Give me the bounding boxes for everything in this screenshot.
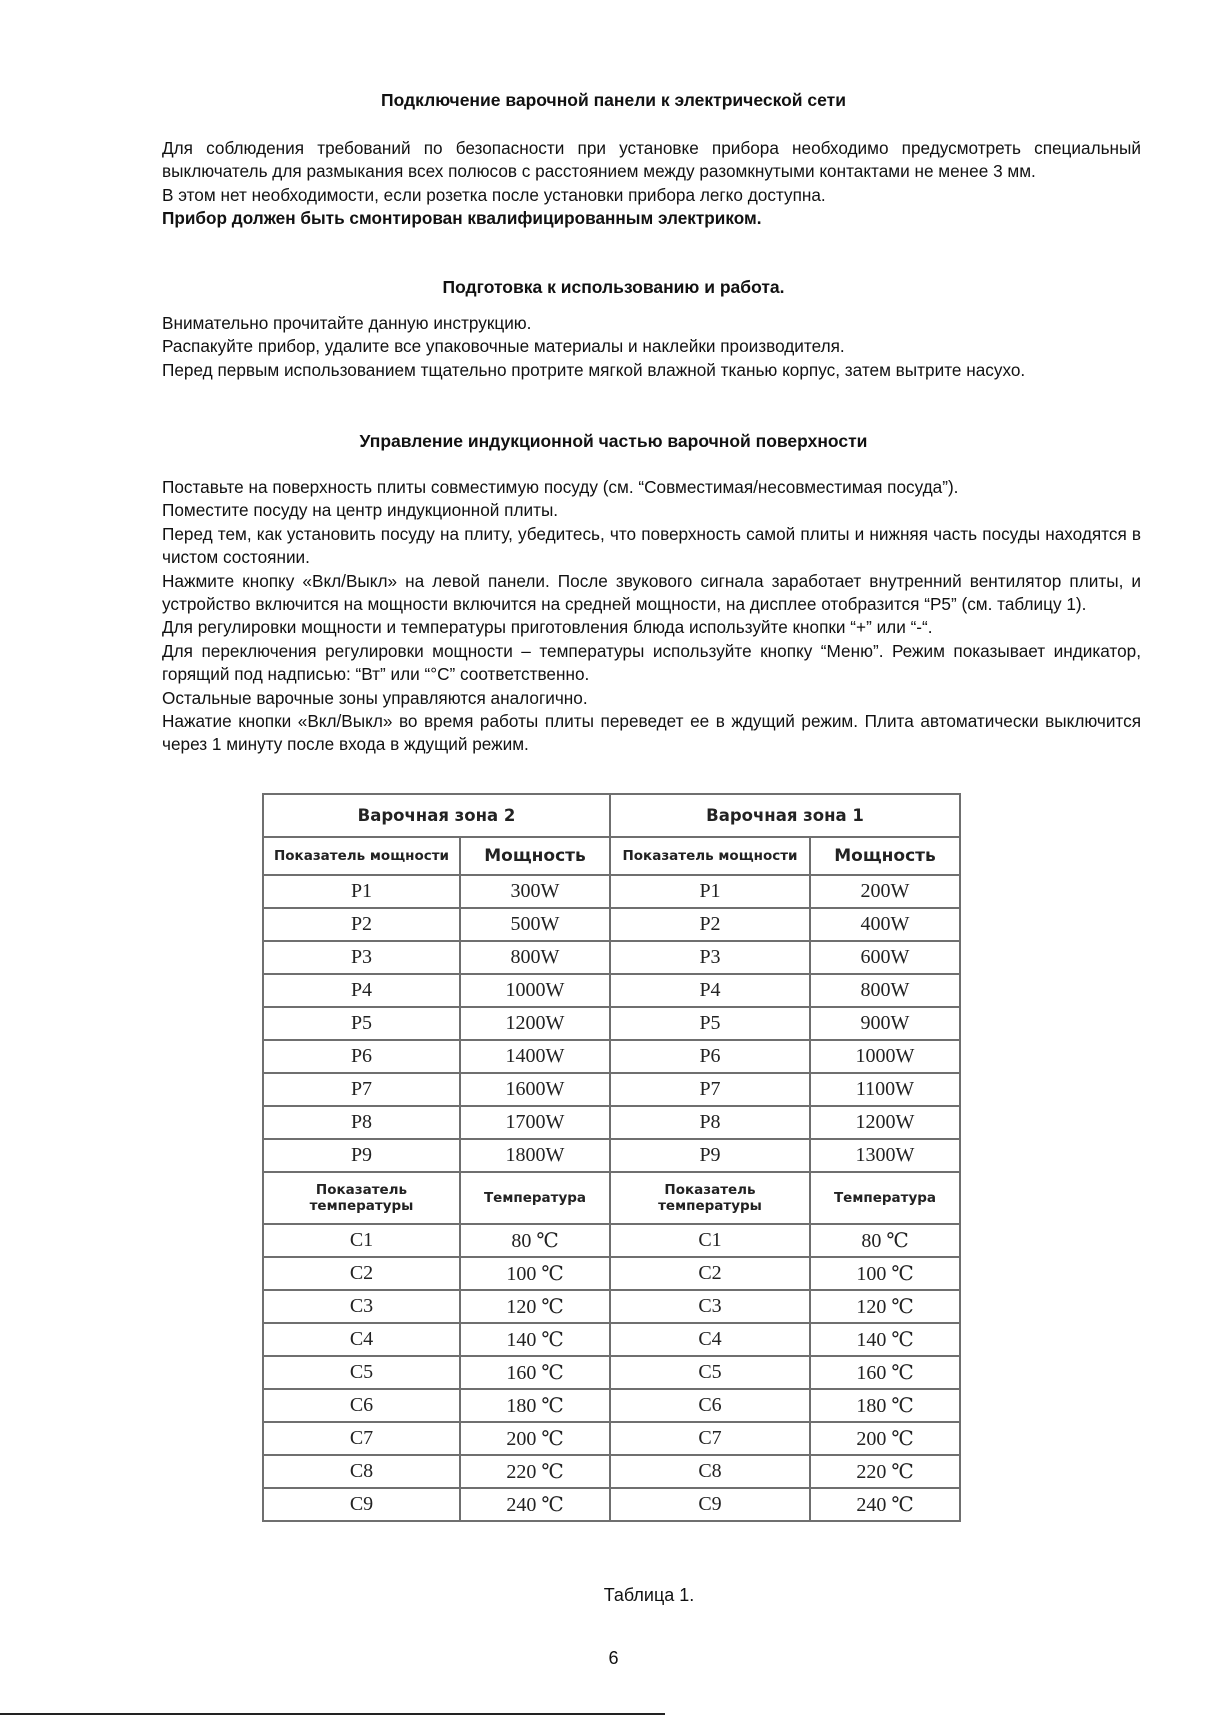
section-heading-preparation: Подготовка к использованию и работа. [442,277,785,297]
table-cell: 120 ℃ [460,1290,610,1323]
table-cell: C4 [263,1323,460,1356]
power-temperature-table [262,793,961,1522]
power-row [263,908,960,941]
list-item [126,616,1141,639]
temperature-header: Температура [810,1172,960,1224]
table-cell: 120 ℃ [810,1290,960,1323]
list-item-text: Перед первым использованием тщательно протрите мягкой влажной тканью корпус, затем вытрите насухо. [162,359,1026,380]
power-row [263,875,960,908]
bullet-icon [126,499,162,522]
table-cell: 800W [810,974,960,1007]
bullet-icon [126,137,162,184]
table-cell: 1600W [460,1073,610,1106]
list-item-text: Внимательно прочитайте данную инструкцию. [162,313,532,333]
table-cell: 1100W [810,1073,960,1106]
list-item [126,137,1141,184]
table-cell: C8 [263,1455,460,1488]
list-item [126,640,1141,687]
preparation-list [126,312,1141,382]
table-power-header-row [263,837,960,875]
bullet-icon [126,640,162,687]
connection-list [126,137,1141,231]
temperature-row [263,1389,960,1422]
list-item-text [162,184,1141,231]
power-row [263,1007,960,1040]
temperature-row [263,1356,960,1389]
table-cell: C3 [263,1290,460,1323]
temperature-row [263,1455,960,1488]
table-cell: 1300W [810,1139,960,1172]
power-indicator-header: Показатель мощности [263,837,460,875]
table-cell: P8 [263,1106,460,1139]
table-cell: P3 [610,941,810,974]
table-cell: 200 ℃ [460,1422,610,1455]
list-item-text: Перед тем, как установить посуду на плиту, убедитесь, что поверхность самой плиты и нижняя часть посуды находятся в чистом состоянии. [162,523,1141,568]
temperature-row [263,1323,960,1356]
table-cell: 1000W [460,974,610,1007]
section-heading-connection: Подключение варочной панели к электрической сети [381,90,846,110]
table-cell: C5 [263,1356,460,1389]
table-cell: C1 [610,1224,810,1257]
zone-2-header: Варочная зона 2 [263,794,610,837]
bullet-icon [126,359,162,382]
table-cell: P6 [263,1040,460,1073]
table-cell: 1200W [460,1007,610,1040]
table-cell: 240 ℃ [810,1488,960,1521]
table-cell: 180 ℃ [460,1389,610,1422]
temperature-row [263,1290,960,1323]
table-cell: 100 ℃ [460,1257,610,1290]
temperature-header: Температура [460,1172,610,1224]
list-item-text: Для переключения регулировки мощности – температуры используйте кнопку “Меню”. Режим показывает индикатор, горящий под надписью: “Вт” или “°C” соответственно. [162,640,1141,685]
table-cell: 1200W [810,1106,960,1139]
bullet-icon [126,710,162,757]
table-caption: Таблица 1. [603,1585,695,1605]
list-item [126,359,1141,382]
table-cell: 900W [810,1007,960,1040]
table-cell: P1 [610,875,810,908]
bullet-icon [126,184,162,231]
footer-divider [0,1713,665,1715]
table-cell: P9 [610,1139,810,1172]
table-cell: C2 [610,1257,810,1290]
table-cell: C9 [610,1488,810,1521]
zone-1-header: Варочная зона 1 [610,794,960,837]
list-item [126,335,1141,358]
table-cell: P3 [263,941,460,974]
power-indicator-header: Показатель мощности [610,837,810,875]
list-item [126,570,1141,617]
table-cell: P2 [610,908,810,941]
table-cell: C5 [610,1356,810,1389]
temp-indicator-header: Показатель температуры [263,1172,460,1224]
table-cell: P7 [263,1073,460,1106]
list-item [126,687,1141,710]
page-number: 6 [608,1648,619,1668]
table-cell: 220 ℃ [460,1455,610,1488]
table-cell: 1800W [460,1139,610,1172]
table-cell: C6 [263,1389,460,1422]
table-cell: C4 [610,1323,810,1356]
bullet-icon [126,312,162,335]
power-header: Мощность [810,837,960,875]
table-cell: P4 [610,974,810,1007]
table-cell: 300W [460,875,610,908]
table-cell: C7 [610,1422,810,1455]
power-row [263,1040,960,1073]
table-cell: 1700W [460,1106,610,1139]
table-cell: 240 ℃ [460,1488,610,1521]
temperature-row [263,1224,960,1257]
table-cell: 160 ℃ [460,1356,610,1389]
electrician-note: Прибор должен быть смонтирован квалифицированным электриком. [162,208,762,229]
power-row [263,1139,960,1172]
list-item-text: Нажмите кнопку «Вкл/Выкл» на левой панели. После звукового сигнала заработает внутренний вентилятор плиты, и устройство включится на мощности включится на средней мощности, на дисплее отобразится “P5” (см. таблицу 1). [162,570,1141,615]
table-cell: 100 ℃ [810,1257,960,1290]
table-cell: P5 [263,1007,460,1040]
table-cell: 220 ℃ [810,1455,960,1488]
list-item-text: Для регулировки мощности и температуры приготовления блюда используйте кнопки “+” или “-“. [162,617,933,638]
table-cell: C8 [610,1455,810,1488]
table-cell: 1400W [460,1040,610,1073]
table-cell: P6 [610,1040,810,1073]
bullet-icon [126,570,162,617]
list-item-text: Поставьте на поверхность плиты совместимую посуду (см. “Совместимая/несовместимая посуда”). [162,477,959,497]
table-cell: 200W [810,875,960,908]
table-zone-header-row [263,794,960,837]
table-cell: C2 [263,1257,460,1290]
table-cell: P9 [263,1139,460,1172]
list-item-text-main: В этом нет необходимости, если розетка после установки прибора легко доступна. [162,184,826,205]
table-cell: 80 ℃ [810,1224,960,1257]
list-item [126,476,1141,499]
table-cell: C7 [263,1422,460,1455]
table-cell: 140 ℃ [810,1323,960,1356]
list-item-text: Остальные варочные зоны управляются аналогично. [162,687,588,708]
table-cell: P1 [263,875,460,908]
list-item-text: Для соблюдения требований по безопасности при установке прибора необходимо предусмотреть специальный выключатель для размыкания всех полюсов с расстоянием между разомкнутыми контактами не менее 3 мм. [162,138,1141,182]
temperature-row [263,1257,960,1290]
list-item-text: Распакуйте прибор, удалите все упаковочные материалы и наклейки производителя. [162,336,845,357]
table-cell: P2 [263,908,460,941]
bullet-icon [126,687,162,710]
table-cell: P4 [263,974,460,1007]
temperature-row [263,1422,960,1455]
list-item [126,710,1141,757]
table-cell: 140 ℃ [460,1323,610,1356]
induction-control-list [126,476,1141,757]
bullet-icon [126,476,162,499]
power-header: Мощность [460,837,610,875]
bullet-icon [126,523,162,570]
table-cell: 200 ℃ [810,1422,960,1455]
table-cell: P5 [610,1007,810,1040]
list-item-text: Поместите посуду на центр индукционной плиты. [162,500,559,521]
temperature-row [263,1488,960,1521]
power-row [263,974,960,1007]
bullet-icon [126,335,162,358]
power-row [263,1106,960,1139]
table-cell: 400W [810,908,960,941]
table-cell: C9 [263,1488,460,1521]
bullet-icon [126,616,162,639]
table-cell: 500W [460,908,610,941]
table-cell: 800W [460,941,610,974]
temp-indicator-header: Показатель температуры [610,1172,810,1224]
list-item [126,312,1141,335]
table-cell: 1000W [810,1040,960,1073]
list-item-text: Нажатие кнопки «Вкл/Выкл» во время работы плиты переведет ее в ждущий режим. Плита автоматически выключится через 1 минуту после входа в ждущий режим. [162,711,1141,755]
table-cell: P7 [610,1073,810,1106]
table-cell: C3 [610,1290,810,1323]
table-cell: 160 ℃ [810,1356,960,1389]
table-cell: C1 [263,1224,460,1257]
table-cell: P8 [610,1106,810,1139]
power-row [263,1073,960,1106]
list-item [126,499,1141,522]
list-item [126,523,1141,570]
list-item [126,184,1141,231]
power-row [263,941,960,974]
table-cell: 600W [810,941,960,974]
table-cell: 80 ℃ [460,1224,610,1257]
table-cell: C6 [610,1389,810,1422]
table-cell: 180 ℃ [810,1389,960,1422]
table-temperature-header-row [263,1172,960,1224]
section-heading-induction-control: Управление индукционной частью варочной поверхности [359,431,868,451]
